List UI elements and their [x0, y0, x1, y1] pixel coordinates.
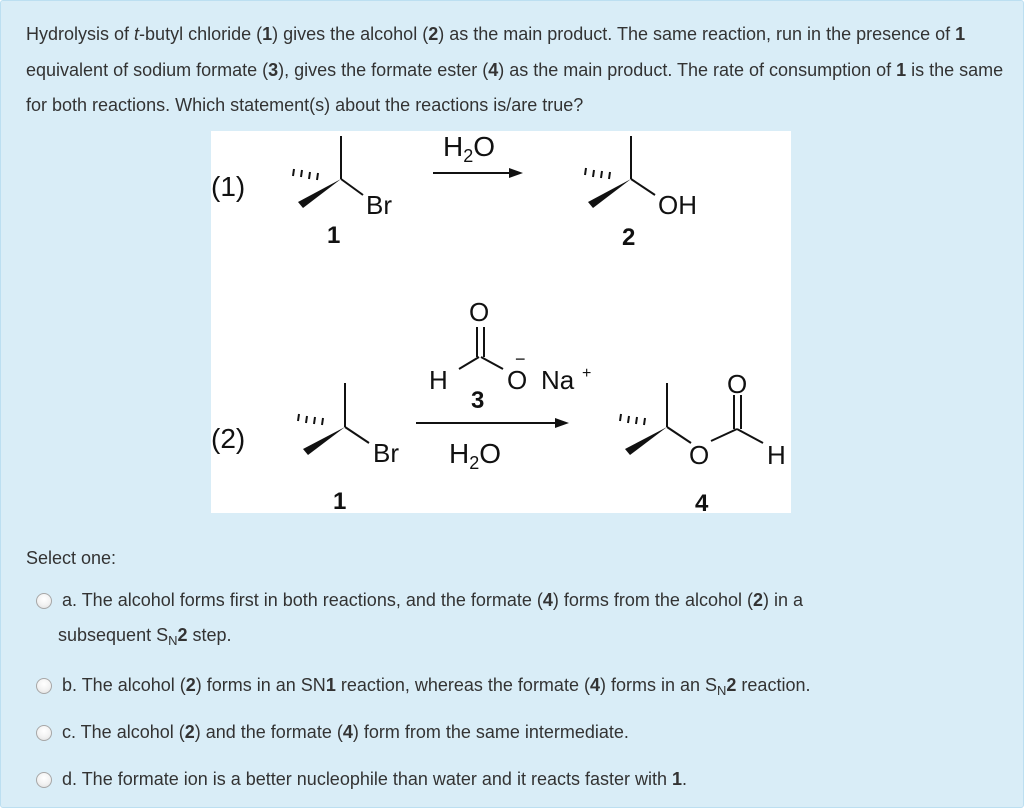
option-d-radio[interactable]: [36, 772, 52, 788]
reaction-scheme-image: [211, 131, 791, 513]
svg-text:O: O: [469, 297, 490, 327]
reaction-1-label: (1): [211, 171, 246, 202]
select-one-prompt: Select one:: [26, 548, 117, 568]
svg-text:Br: Br: [373, 438, 399, 468]
option-c-radio[interactable]: [36, 725, 52, 741]
option-b-label[interactable]: b. The alcohol (2) forms in an SN1 reaction, whereas the formate (4) forms in an $S_N2$ reaction.: [62, 675, 811, 698]
option-a-radio[interactable]: [36, 593, 52, 609]
svg-text:2: 2: [622, 224, 636, 251]
reaction-scheme-svg: [211, 131, 791, 513]
svg-text:Br: Br: [366, 190, 392, 220]
t-butyl-bromide-1-second: [298, 383, 399, 513]
option-b-radio[interactable]: [36, 678, 52, 694]
reaction-2-label: (2): [211, 423, 246, 454]
option-c-label[interactable]: c. The alcohol (2) and the formate (4) form from the same intermediate.: [62, 722, 629, 742]
option-c[interactable]: [36, 723, 996, 753]
svg-text:O: O: [507, 365, 528, 395]
t-butyl-formate-4: [620, 369, 786, 513]
svg-text:3: 3: [471, 387, 485, 414]
svg-text:+: +: [582, 365, 592, 382]
question-text: Hydrolysis of t-butyl chloride (1) gives the alcohol (2) as the main product. The same reaction, run in the presence of 1 equivalent of sodium formate (3), gives the formate ester (4) as the main product. The rate of consumption of 1 is the same for both reactions. Which statement(s) about the reactions is/are true?: [26, 24, 1004, 115]
svg-text:H: H: [429, 365, 448, 395]
sodium-formate-3: [429, 297, 591, 414]
svg-text:H: H: [767, 440, 786, 470]
t-butyl-bromide-1: [293, 136, 392, 249]
t-butanol-2: [585, 136, 697, 251]
option-a-label[interactable]: a. The alcohol forms first in both reactions, and the formate (4) forms from the alcohol (2) in a: [62, 590, 804, 610]
svg-text:4: 4: [695, 490, 709, 513]
svg-text:Na: Na: [541, 365, 575, 395]
option-d-label[interactable]: d. The formate ion is a better nucleophile than water and it reacts faster with 1.: [62, 769, 688, 789]
svg-text:O: O: [689, 440, 710, 470]
option-a[interactable]: [36, 591, 996, 653]
svg-text:1: 1: [333, 488, 347, 513]
svg-text:O: O: [727, 369, 748, 399]
reaction-arrow-1: [433, 131, 523, 178]
svg-text:−: −: [515, 349, 526, 369]
option-a-label-line2[interactable]: subsequent $S_N2$ step.: [58, 625, 232, 648]
option-d[interactable]: [36, 770, 996, 800]
svg-text:1: 1: [327, 222, 341, 249]
svg-text:OH: OH: [658, 190, 697, 220]
svg-text:H2O: $H_2O$: [449, 438, 502, 473]
option-b[interactable]: [36, 676, 996, 706]
reaction-arrow-2: [416, 418, 569, 473]
svg-text:H2O: $H_2O$: [443, 131, 496, 166]
